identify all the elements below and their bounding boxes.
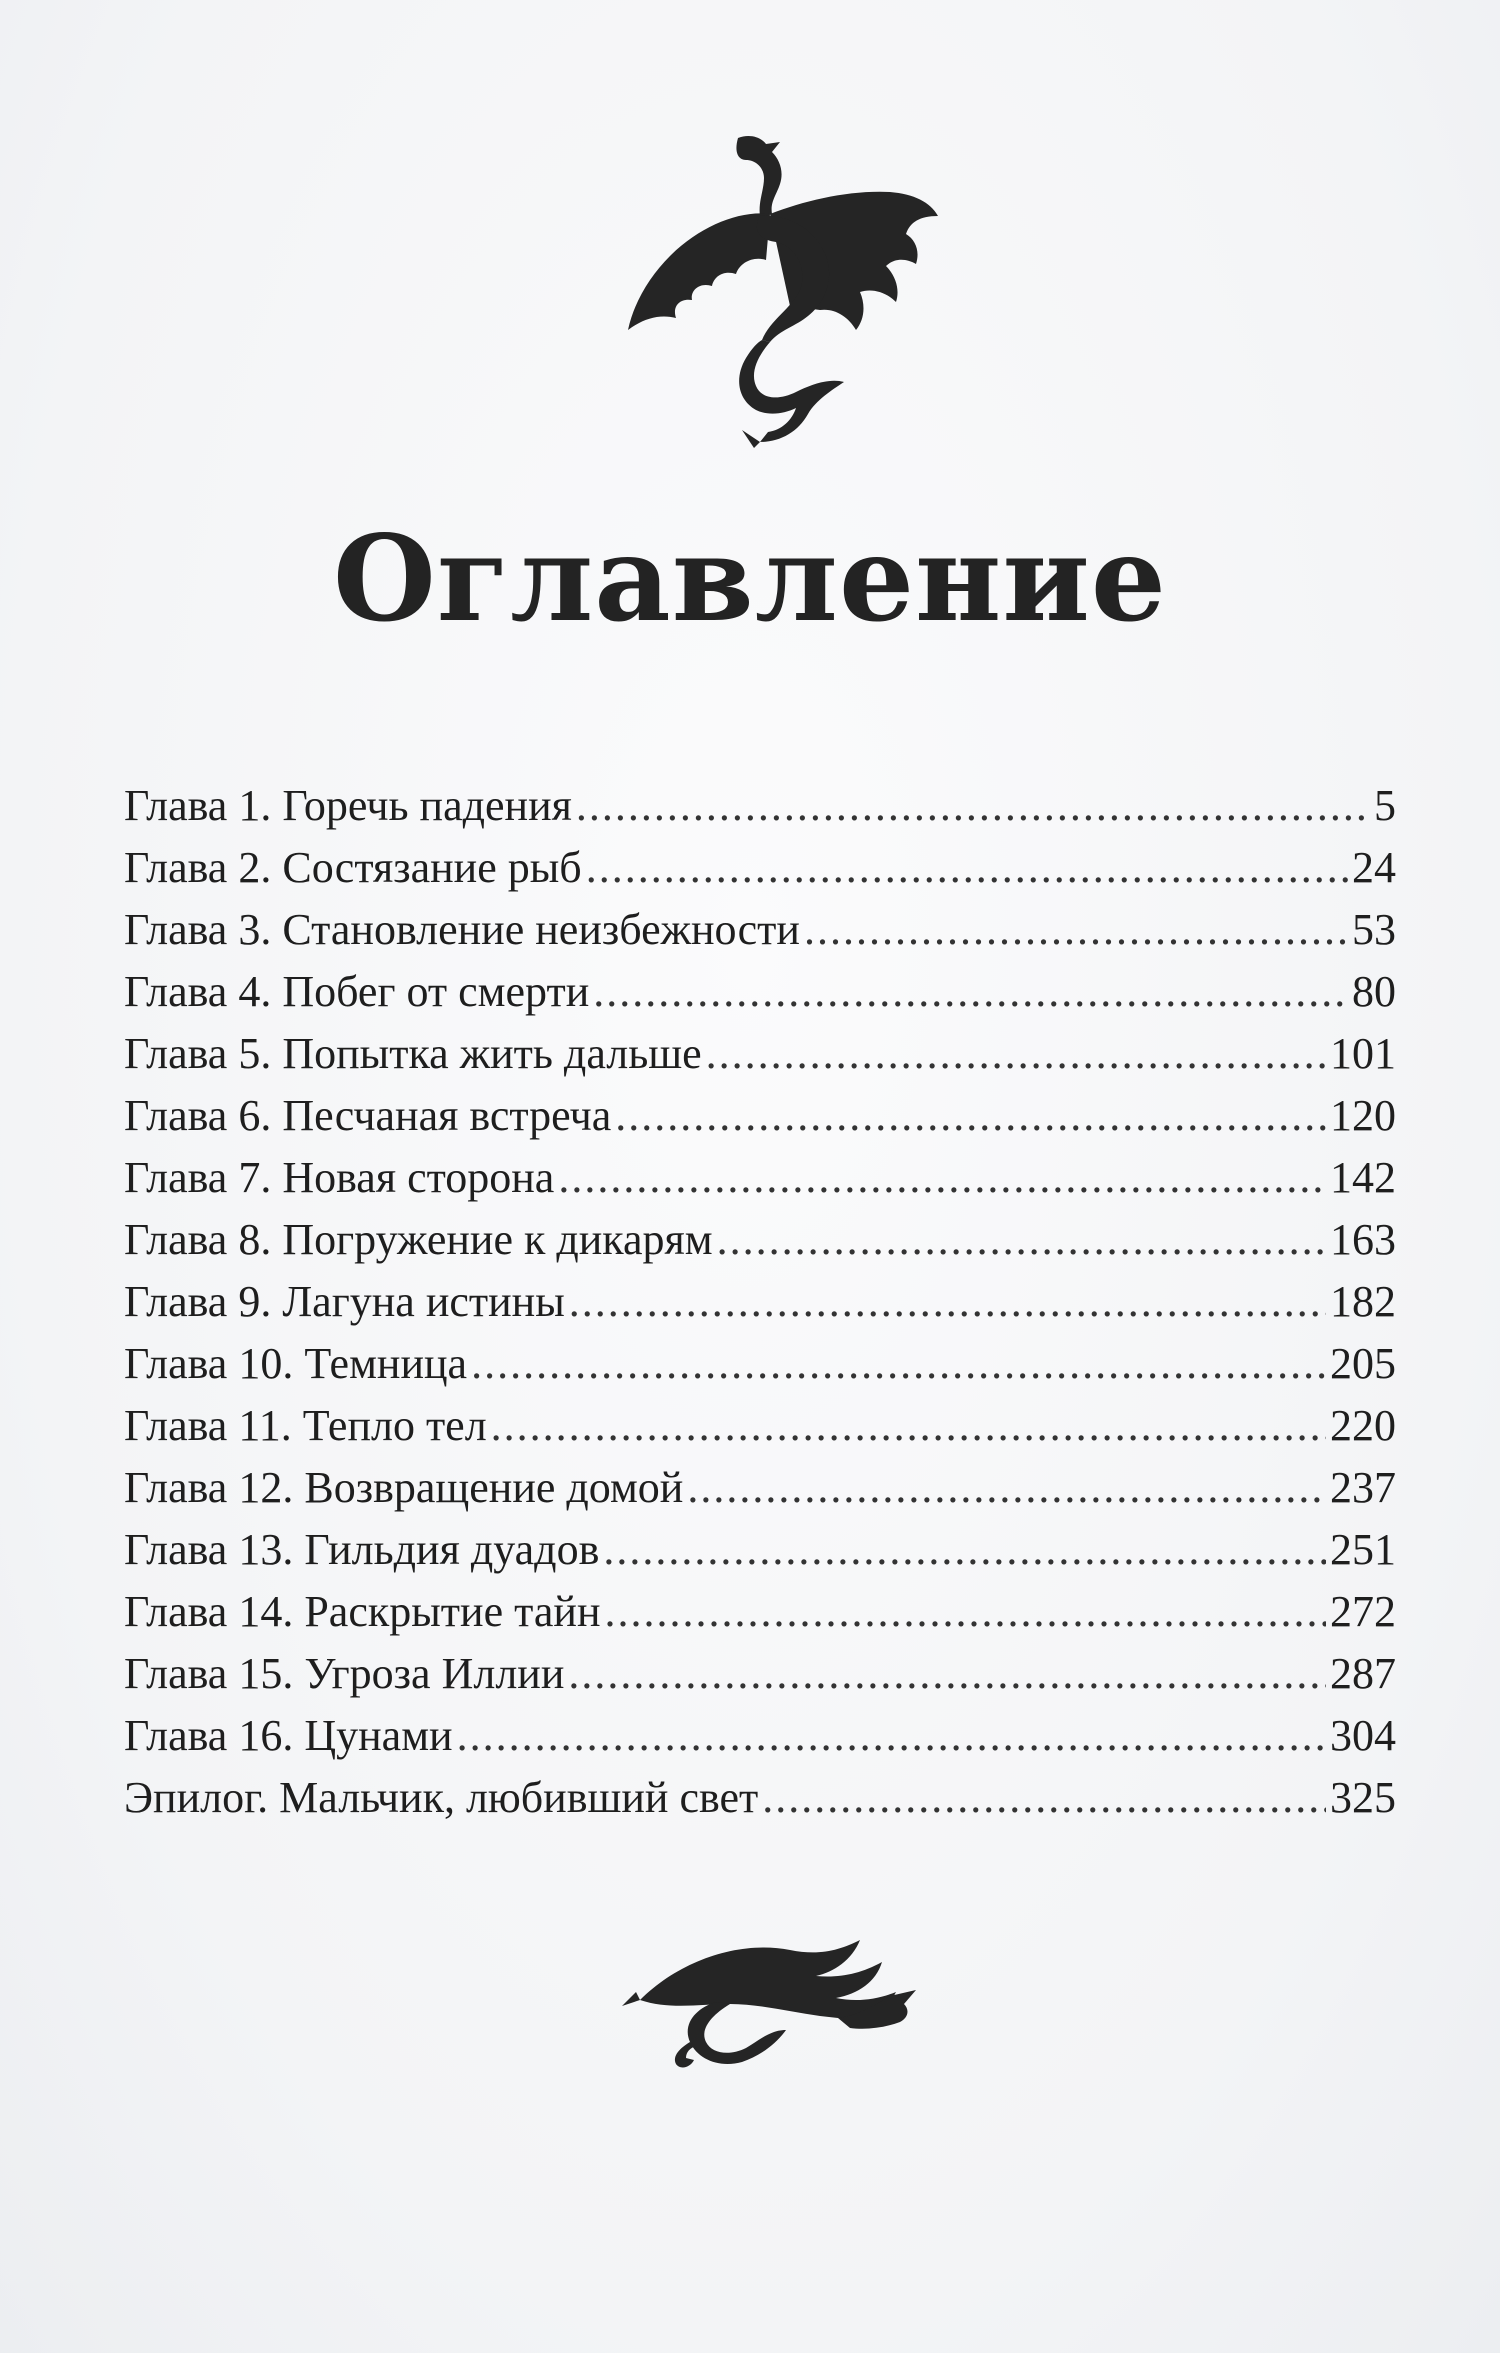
toc-entry-title: Глава 3. Становление неизбежности — [124, 905, 800, 954]
toc-entry-page: 24 — [1352, 843, 1396, 892]
page-title: Оглавление — [333, 509, 1167, 648]
toc-dot-leader — [804, 904, 1348, 955]
toc-dot-leader — [603, 1524, 1326, 1575]
toc-entry-title: Глава 2. Состязание рыб — [124, 843, 582, 892]
toc-entry — [124, 1648, 1396, 1710]
toc-entry — [124, 1214, 1396, 1276]
toc-entry-page: 5 — [1374, 781, 1396, 830]
toc-entry-title: Глава 12. Возвращение домой — [124, 1463, 684, 1512]
toc-dot-leader — [706, 1028, 1326, 1079]
toc-entry-title: Глава 5. Попытка жить дальше — [124, 1029, 702, 1078]
toc-entry — [124, 780, 1396, 842]
toc-dot-leader — [605, 1586, 1326, 1637]
toc-entry — [124, 1462, 1396, 1524]
toc-entry-title: Глава 16. Цунами — [124, 1711, 453, 1760]
table-of-contents — [124, 780, 1396, 1834]
toc-dot-leader — [457, 1710, 1326, 1761]
toc-entry-page: 251 — [1330, 1525, 1396, 1574]
toc-entry-title: Глава 6. Песчаная встреча — [124, 1091, 612, 1140]
toc-entry-page: 80 — [1352, 967, 1396, 1016]
toc-dot-leader — [569, 1276, 1326, 1327]
toc-entry-title: Глава 15. Угроза Иллии — [124, 1649, 565, 1698]
toc-dot-leader — [568, 1648, 1326, 1699]
toc-dot-leader — [576, 780, 1370, 831]
toc-entry-page: 182 — [1330, 1277, 1396, 1326]
toc-entry — [124, 1152, 1396, 1214]
toc-entry-title: Глава 13. Гильдия дуадов — [124, 1525, 600, 1574]
toc-entry-page: 325 — [1330, 1773, 1396, 1822]
toc-dot-leader — [586, 842, 1348, 893]
toc-entry — [124, 1772, 1396, 1834]
toc-dot-leader — [687, 1462, 1326, 1513]
toc-entry-page: 120 — [1330, 1091, 1396, 1140]
toc-entry-title: Эпилог. Мальчик, любивший свет — [124, 1773, 759, 1822]
toc-entry-title: Глава 10. Темница — [124, 1339, 468, 1388]
toc-dot-leader — [615, 1090, 1326, 1141]
toc-dot-leader — [762, 1772, 1326, 1823]
toc-entry — [124, 842, 1396, 904]
toc-entry-page: 287 — [1330, 1649, 1396, 1698]
toc-entry-page: 142 — [1330, 1153, 1396, 1202]
toc-entry-page: 304 — [1330, 1711, 1396, 1760]
toc-entry-title: Глава 8. Погружение к дикарям — [124, 1215, 713, 1264]
toc-entry-page: 101 — [1330, 1029, 1396, 1078]
toc-dot-leader — [558, 1152, 1326, 1203]
toc-entry-title: Глава 9. Лагуна истины — [124, 1277, 565, 1326]
toc-entry — [124, 1710, 1396, 1772]
toc-entry-title: Глава 1. Горечь падения — [124, 781, 572, 830]
toc-entry — [124, 1400, 1396, 1462]
toc-entry-page: 237 — [1330, 1463, 1396, 1512]
toc-entry-page: 205 — [1330, 1339, 1396, 1388]
toc-entry-page: 220 — [1330, 1401, 1396, 1450]
dragon-top-icon — [620, 130, 940, 450]
toc-entry — [124, 1090, 1396, 1152]
toc-entry-title: Глава 7. Новая сторона — [124, 1153, 555, 1202]
toc-entry — [124, 1338, 1396, 1400]
toc-entry — [124, 1524, 1396, 1586]
toc-entry — [124, 1586, 1396, 1648]
toc-dot-leader — [491, 1400, 1326, 1451]
toc-entry-title: Глава 11. Тепло тел — [124, 1401, 487, 1450]
toc-entry-page: 53 — [1352, 905, 1396, 954]
toc-dot-leader — [593, 966, 1348, 1017]
toc-entry — [124, 966, 1396, 1028]
toc-entry-page: 272 — [1330, 1587, 1396, 1636]
toc-entry-title: Глава 4. Побег от смерти — [124, 967, 590, 1016]
toc-dot-leader — [717, 1214, 1326, 1265]
toc-entry — [124, 904, 1396, 966]
dragon-bottom-icon — [620, 1920, 920, 2070]
toc-dot-leader — [471, 1338, 1326, 1389]
toc-entry — [124, 1028, 1396, 1090]
toc-entry — [124, 1276, 1396, 1338]
toc-entry-title: Глава 14. Раскрытие тайн — [124, 1587, 601, 1636]
toc-entry-page: 163 — [1330, 1215, 1396, 1264]
